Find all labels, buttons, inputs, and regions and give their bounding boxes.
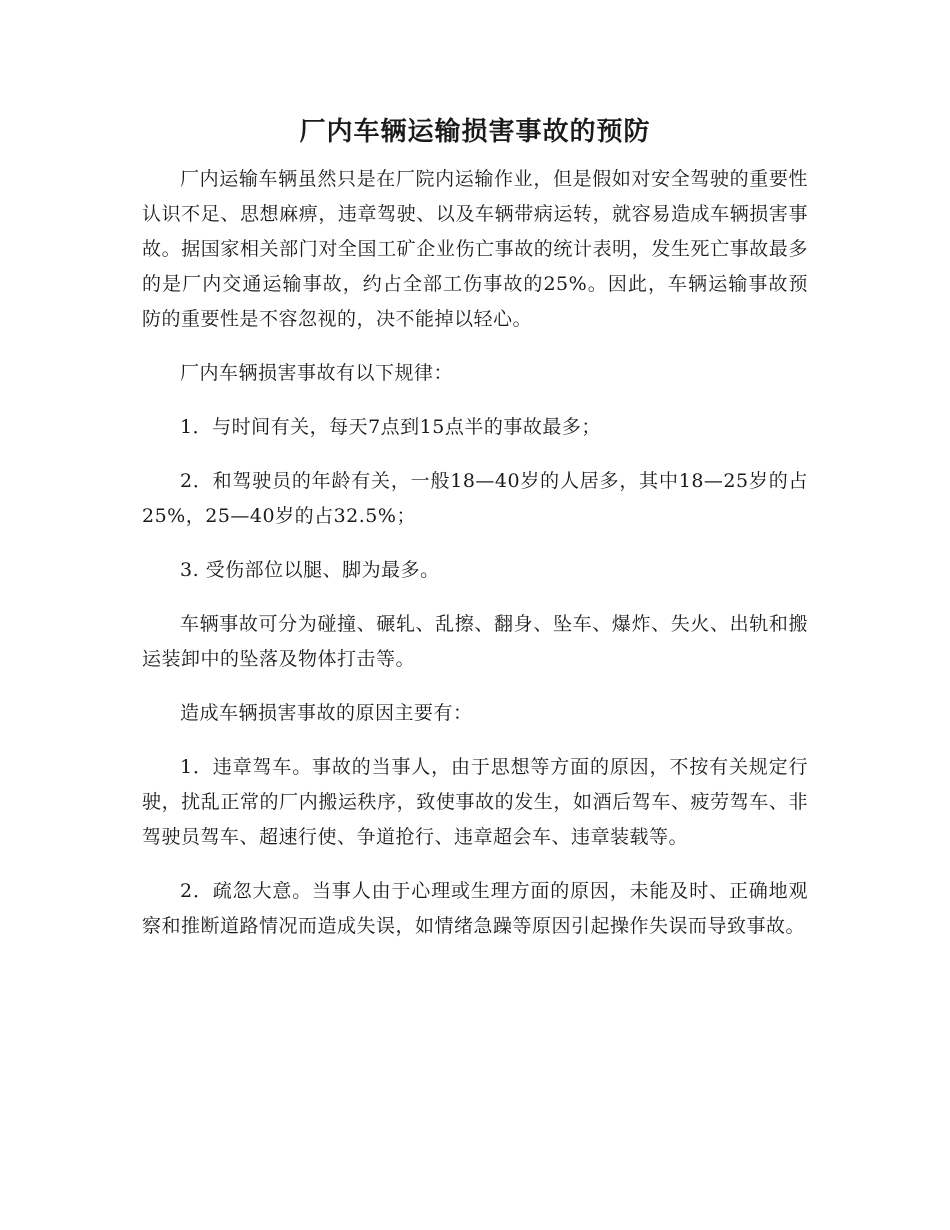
paragraph-rule-age: 2．和驾驶员的年龄有关，一般18—40岁的人居多，其中18—25岁的占25%，25—40岁的占32.5%； xyxy=(142,470,808,527)
paragraph-rule-injury: 3. 受伤部位以腿、脚为最多。 xyxy=(180,559,440,581)
paragraph-rules-heading: 厂内车辆损害事故有以下规律： xyxy=(180,362,454,384)
paragraph-rule-time: 1．与时间有关，每天7点到15点半的事故最多； xyxy=(180,416,601,438)
paragraph-cause-violation: 1．违章驾车。事故的当事人，由于思想等方面的原因，不按有关规定行驶，扰乱正常的厂内搬运秩序，致使事故的发生，如酒后驾车、疲劳驾车、非驾驶员驾车、超速行使、争道抢行、违章超会车、违章装载等。 xyxy=(142,756,808,848)
document-title: 厂内车辆运输损害事故的预防 xyxy=(299,117,651,147)
paragraph-causes-heading: 造成车辆损害事故的原因主要有： xyxy=(180,702,473,724)
document-page xyxy=(142,112,808,963)
paragraph-cause-negligence: 2．疏忽大意。当事人由于心理或生理方面的原因，未能及时、正确地观察和推断道路情况而造成失误，如情绪急躁等原因引起操作失误而导致事故。 xyxy=(142,880,808,937)
paragraph-intro: 厂内运输车辆虽然只是在厂院内运输作业，但是假如对安全驾驶的重要性认识不足、思想麻痹，违章驾驶、以及车辆带病运转，就容易造成车辆损害事故。据国家相关部门对全国工矿企业伤亡事故的统计表明，发生死亡事故最多的是厂内交通运输事故，约占全部工伤事故的25%。因此，车辆运输事故预防的重要性是不容忽视的，决不能掉以轻心。 xyxy=(142,168,808,330)
paragraph-accident-types: 车辆事故可分为碰撞、碾轧、乱擦、翻身、坠车、爆炸、失火、出轨和搬运装卸中的坠落及物体打击等。 xyxy=(142,613,808,670)
